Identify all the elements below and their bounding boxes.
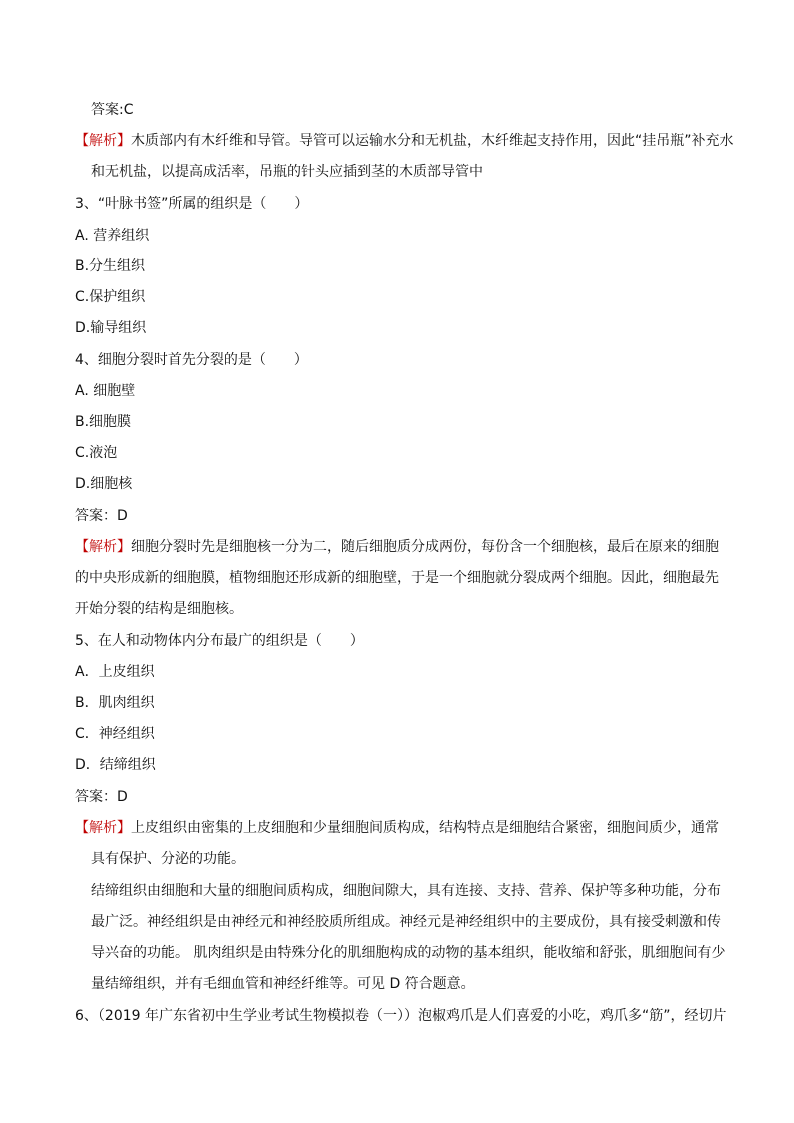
q5-option-c: C．神经组织: [75, 726, 155, 742]
q4-analysis-text: 细胞分裂时先是细胞核一分为二，随后细胞质分成两份，每份含一个细胞核，最后在原来的细胞: [131, 539, 719, 555]
analysis-tag: 【解析】: [75, 133, 131, 149]
q4-option-b: B.细胞膜: [75, 414, 132, 430]
q5-analysis-line-5: 导兴奋的功能。 肌肉组织是由特殊分化的肌细胞构成的动物的基本组织，能收缩和舒张，肌细胞间有少: [91, 945, 726, 961]
q4-question: 4、细胞分裂时首先分裂的是（ ）: [75, 352, 308, 368]
q4-option-c: C.液泡: [75, 445, 118, 461]
q4-option-a: A. 细胞壁: [75, 383, 136, 399]
q4-answer: 答案：D: [75, 508, 128, 524]
q3-question: 3、“叶脉书签”所属的组织是（ ）: [75, 196, 309, 212]
q5-answer: 答案：D: [75, 789, 128, 805]
q3-option-d: D.输导组织: [75, 320, 147, 336]
q5-option-d: D．结缔组织: [75, 757, 156, 773]
q3-option-c: C.保护组织: [75, 289, 146, 305]
q5-option-a: A．上皮组织: [75, 664, 155, 680]
q5-option-b: B．肌肉组织: [75, 695, 155, 711]
q3-option-a: A. 营养组织: [75, 228, 150, 244]
q4-option-d: D.细胞核: [75, 476, 133, 492]
q2-analysis-text: 木质部内有木纤维和导管。导管可以运输水分和无机盐，木纤维起支持作用，因此“挂吊瓶”补充水: [131, 133, 734, 149]
q4-analysis-line-3: 开始分裂的结构是细胞核。: [75, 601, 243, 617]
q5-analysis-line-6: 量结缔组织，并有毛细血管和神经纤维等。可见 D 符合题意。: [91, 976, 475, 992]
q5-question: 5、在人和动物体内分布最广的组织是（ ）: [75, 633, 364, 649]
q2-analysis-first-line: [75, 131, 734, 151]
q6-question: 6、（2019 年广东省初中生学业考试生物模拟卷（一））泡椒鸡爪是人们喜爱的小吃，鸡爪多“筋”，经切片: [75, 1008, 727, 1024]
q4-analysis-first-line: [75, 537, 719, 557]
q5-analysis-text: 上皮组织由密集的上皮细胞和少量细胞间质构成，结构特点是细胞结合紧密，细胞间质少，通常: [131, 820, 719, 836]
q5-analysis-first-line: [75, 818, 719, 838]
q5-analysis-line-2: 具有保护、分泌的功能。: [91, 851, 245, 867]
q3-option-b: B.分生组织: [75, 258, 146, 274]
q5-analysis-line-3: 结缔组织由细胞和大量的细胞间质构成，细胞间隙大，具有连接、支持、营养、保护等多种功能，分布: [91, 883, 721, 899]
q5-analysis-line-4: 最广泛。神经组织是由神经元和神经胶质所组成。神经元是神经组织中的主要成份，具有接受刺激和传: [91, 914, 721, 930]
analysis-tag: 【解析】: [75, 820, 131, 836]
q4-analysis-line-2: 的中央形成新的细胞膜，植物细胞还形成新的细胞壁，于是一个细胞就分裂成两个细胞。因此，细胞最先: [75, 570, 719, 586]
analysis-tag: 【解析】: [75, 539, 131, 555]
q2-answer: 答案:C: [91, 102, 134, 118]
q2-analysis-line-2: 和无机盐，以提高成活率，吊瓶的针头应插到茎的木质部导管中: [91, 164, 483, 180]
